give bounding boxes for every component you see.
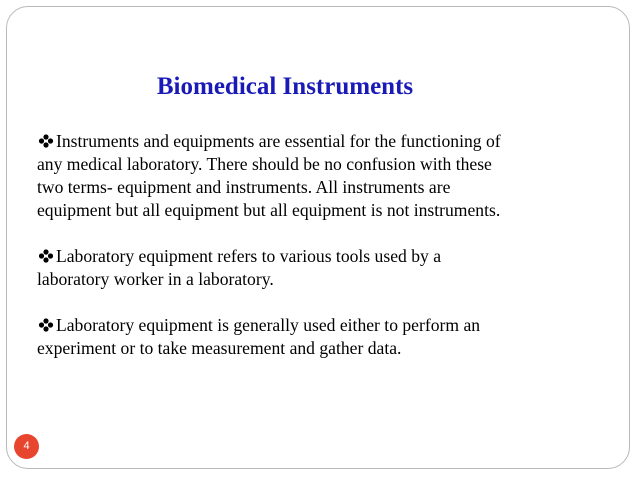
paragraph-text: Instruments and equipments are essential for the functioning of — [56, 131, 501, 151]
diamond-four-dots-icon — [37, 134, 55, 148]
page-number-badge: 4 — [14, 434, 39, 459]
diamond-four-dots-icon — [37, 249, 55, 263]
paragraph-line: equipment but all equipment but all equipment is not instruments. — [37, 200, 501, 220]
bullet-paragraph — [37, 314, 617, 360]
slide-title: Biomedical Instruments — [156, 73, 414, 100]
paragraph-line: two terms- equipment and instruments. All instruments are — [37, 177, 451, 197]
paragraph-line — [37, 130, 617, 153]
diamond-four-dots-icon — [37, 318, 55, 332]
paragraph-line: experiment or to take measurement and gather data. — [37, 338, 402, 358]
paragraph-line: any medical laboratory. There should be no confusion with these — [37, 154, 492, 174]
paragraph-line — [37, 314, 617, 337]
bullet-paragraph — [37, 130, 617, 222]
paragraph-line: laboratory worker in a laboratory. — [37, 269, 274, 289]
paragraph-text: Laboratory equipment is generally used either to perform an — [56, 315, 481, 335]
paragraph-line — [37, 245, 617, 268]
bullet-paragraph — [37, 245, 617, 291]
slide-body — [37, 130, 617, 360]
paragraph-text: Laboratory equipment refers to various tools used by a — [56, 246, 442, 266]
